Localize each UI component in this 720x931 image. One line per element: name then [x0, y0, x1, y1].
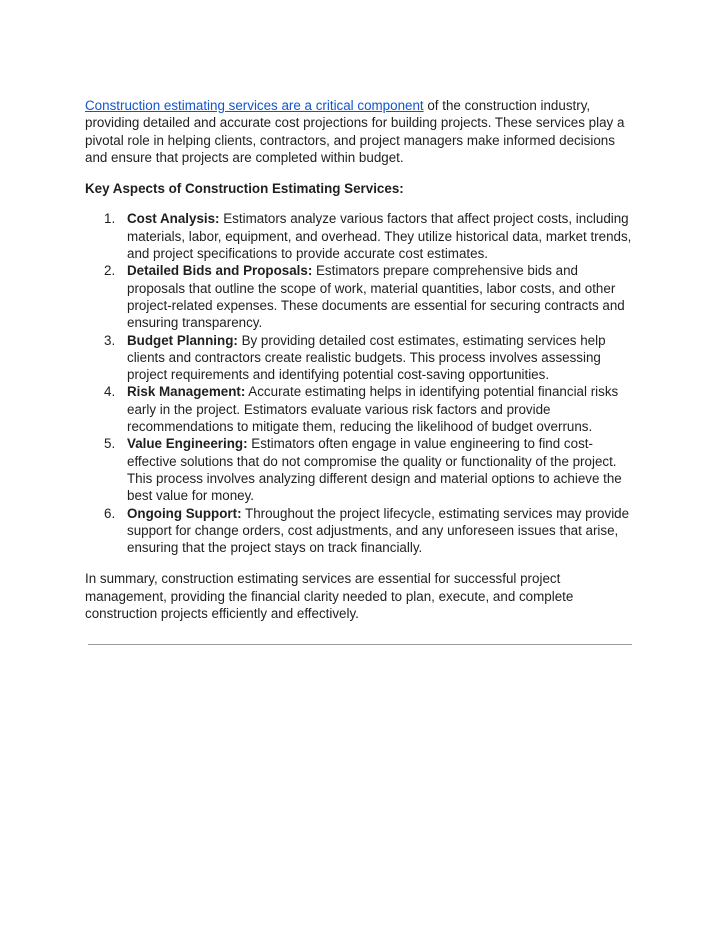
intro-paragraph — [85, 97, 637, 166]
list-item-text: Estimators prepare comprehensive bids and proposals that outline the scope of work, material quantities, labor costs, and other project-related expenses. These documents are essential for securing contracts and ensuring transparency. — [127, 263, 625, 331]
aspects-list — [85, 210, 637, 556]
list-item — [104, 383, 637, 435]
list-item-number: 2. — [104, 263, 116, 279]
list-item-text: Estimators often engage in value engineering to find cost-effective solutions that do not compromise the quality or functionality of the project. This process involves analyzing different design and material options to achieve the best value for money. — [127, 436, 622, 504]
list-item-term: Value Engineering: — [127, 436, 248, 452]
list-item-term: Cost Analysis: — [127, 211, 220, 227]
horizontal-divider — [88, 644, 632, 645]
list-item — [104, 505, 637, 557]
list-item-number: 4. — [104, 384, 116, 400]
list-item — [104, 210, 637, 262]
list-item — [104, 332, 637, 384]
list-item — [104, 262, 637, 331]
list-item-text: Accurate estimating helps in identifying potential financial risks early in the project. Estimators evaluate various risk factors and provide recommendations to mitigate them, reducing the likelihood of budget overruns. — [127, 384, 619, 435]
document-body — [85, 97, 637, 622]
list-item-term: Risk Management: — [127, 384, 246, 400]
section-heading: Key Aspects of Construction Estimating Services: — [85, 180, 404, 196]
list-item-number: 3. — [104, 332, 116, 348]
intro-text: of the construction industry, providing detailed and accurate cost projections for building projects. These services play a pivotal role in helping clients, contractors, and project managers make informed decisions and ensure that projects are completed within budget. — [85, 98, 625, 165]
list-item-text: Estimators analyze various factors that affect project costs, including materials, labor, equipment, and overhead. They utilize historical data, market trends, and project specifications to provide accurate cost estimates. — [127, 211, 632, 262]
list-item-term: Detailed Bids and Proposals: — [127, 263, 313, 279]
list-item-term: Ongoing Support: — [127, 505, 242, 521]
summary-paragraph: In summary, construction estimating services are essential for successful project management, providing the financial clarity needed to plan, execute, and complete construction projects efficiently and effectively. — [85, 571, 574, 622]
list-item-text: By providing detailed cost estimates, estimating services help clients and contractors create realistic budgets. This process involves assessing project requirements and identifying potential cost-saving opportunities. — [127, 332, 606, 383]
list-item-text: Throughout the project lifecycle, estimating services may provide support for change orders, cost adjustments, and any unforeseen issues that arise, ensuring that the project stays on track financially. — [127, 505, 630, 556]
intro-link[interactable]: Construction estimating services are a critical component — [85, 98, 424, 113]
list-item — [104, 435, 637, 504]
list-item-number: 6. — [104, 505, 116, 521]
list-item-number: 5. — [104, 436, 116, 452]
list-item-number: 1. — [104, 211, 116, 227]
list-item-term: Budget Planning: — [127, 332, 238, 348]
